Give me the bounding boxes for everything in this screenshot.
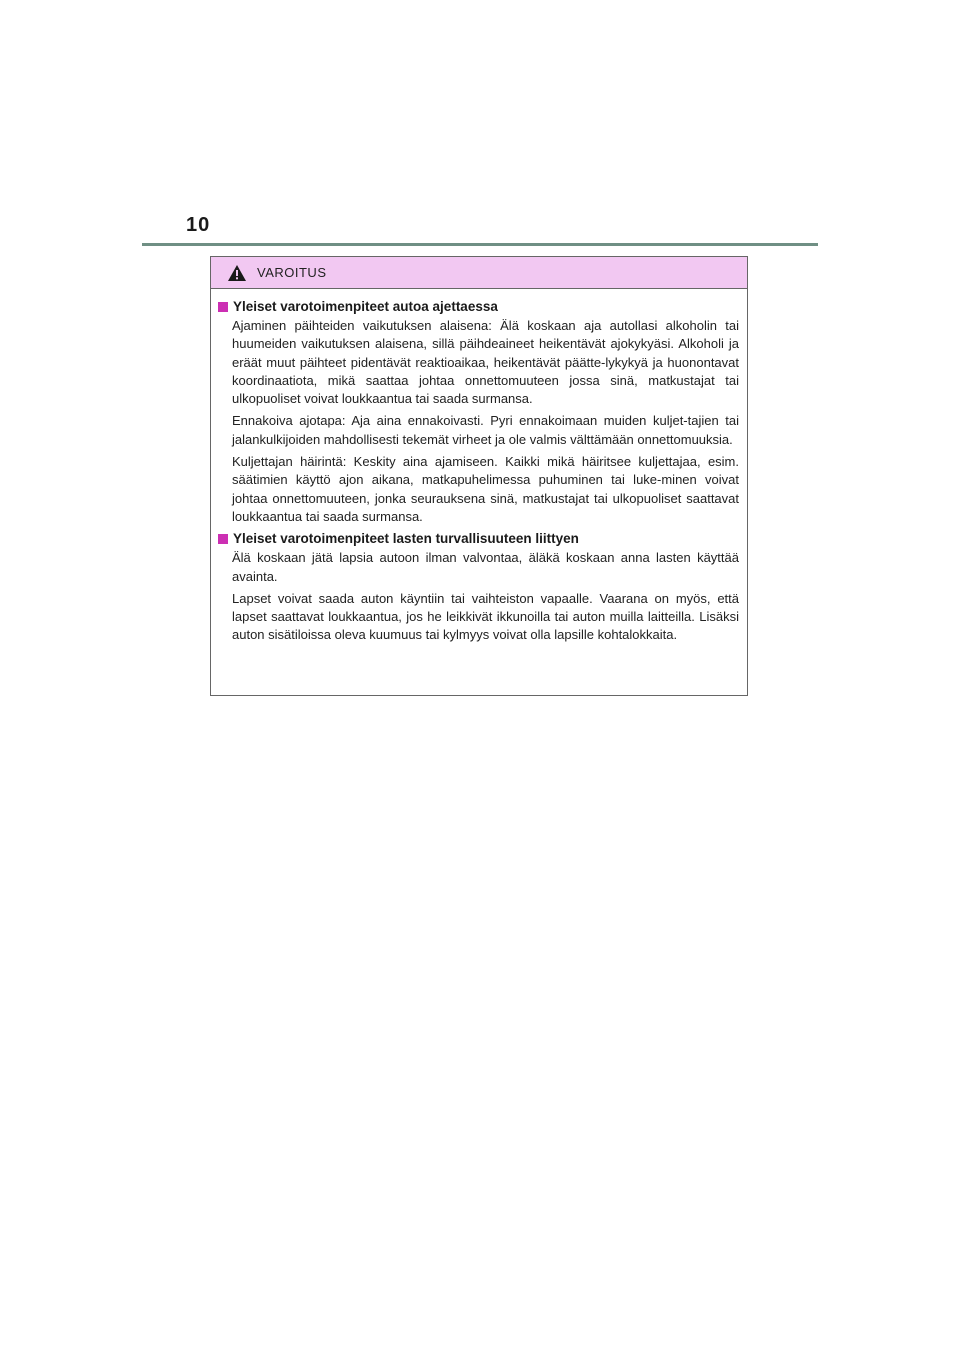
paragraph-intoxicated-driving: Ajaminen päihteiden vaikutuksen alaisena: Älä koskaan aja autollasi alkoholin tai huumeiden vaikutuksen alaisena, sillä päihdeaineet heikentävät ajokykyäsi. Alkoholi ja eräät muut päihteet pidentävät reaktioaikaa, heikentävät päätte-lykykyä ja huonontavat koordinaatiota, mikä saattaa johtaa onnettomuuteen jossa sinä, matkustajat tai ulkopuoliset voivat loukkaantua tai saada surmansa. (232, 318, 739, 407)
section-driving-precautions (218, 298, 739, 526)
paragraph-child-hazards: Lapset voivat saada auton käyntiin tai vaihteiston vapaalle. Vaarana on myös, että lapset saattavat loukkaantua, jos he leikkivät ikkunoilla tai auton muilla laitteilla. Lisäksi auton sisätiloissa oleva kuumuus tai kylmyys voivat olla lapsille kohtalokkaita. (232, 590, 739, 643)
paragraph-driver-distraction: Kuljettajan häirintä: Keskity aina ajamiseen. Kaikki mikä häiritsee kuljettajaa, esim. säätimien käyttö ajon aikana, matkapuhelimessa puhuminen tai luke-minen voivat johtaa onnettomuuteen, jonka seurauksena sinä, matkustajat tai ulkopuoliset saattavat loukkaantua tai saada surmansa. (232, 454, 739, 524)
warning-title: VAROITUS (257, 265, 327, 280)
warning-triangle-icon (227, 264, 247, 282)
paragraph-defensive-driving: Ennakoiva ajotapa: Aja aina ennakoivasti. Pyri ennakoimaan muiden kuljet-tajien tai jalankulkijoiden mahdollisesti tekemät virheet ja ole valmis välttämään onnettomuuksia. (232, 413, 739, 447)
warning-body (211, 289, 747, 645)
section-heading (218, 530, 739, 548)
paragraph-unattended-children: Älä koskaan jätä lapsia autoon ilman valvontaa, äläkä koskaan anna lasten käyttää avainta. (232, 550, 739, 584)
section-heading (218, 298, 739, 316)
square-bullet-icon (218, 534, 228, 544)
header-rule (142, 243, 818, 246)
warning-box (210, 256, 748, 696)
square-bullet-icon (218, 302, 228, 312)
section-heading-text: Yleiset varotoimenpiteet lasten turvallisuuteen liittyen (233, 531, 579, 547)
section-heading-text: Yleiset varotoimenpiteet autoa ajettaessa (233, 299, 498, 314)
warning-header (211, 257, 747, 289)
section-child-safety (218, 530, 739, 644)
page-number: 10 (186, 214, 211, 236)
